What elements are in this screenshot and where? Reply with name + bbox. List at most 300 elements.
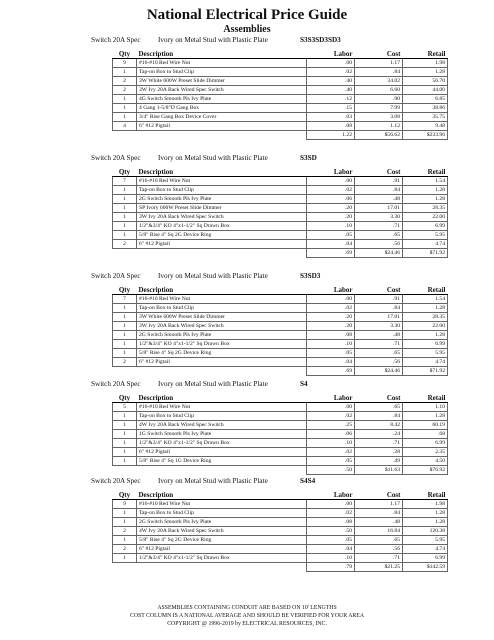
table-cell: .05 bbox=[307, 536, 355, 545]
table-cell: 16.84 bbox=[355, 527, 403, 536]
table-cell: 2 bbox=[113, 527, 137, 536]
table-cell: .04 bbox=[307, 358, 355, 367]
table-cell: 1/2"&3/4" KO 4"x1-1/2" Sq Drawn Box bbox=[137, 222, 307, 231]
table-cell: .56 bbox=[355, 358, 403, 367]
table-cell: 4.74 bbox=[403, 240, 448, 249]
table-header-row bbox=[113, 164, 448, 177]
table-row bbox=[113, 518, 448, 527]
table-row bbox=[113, 295, 448, 304]
table-row bbox=[113, 222, 448, 231]
table-row bbox=[113, 122, 448, 131]
table-cell: 38.86 bbox=[403, 104, 448, 113]
page-subtitle: Assemblies bbox=[223, 24, 271, 35]
table-row bbox=[113, 536, 448, 545]
total-labor: .50 bbox=[307, 466, 355, 475]
table-cell: 1/2"&3/4" KO 4"x1-1/2" Sq Drawn Box bbox=[137, 340, 307, 349]
table-cell: 3W Ivy 20A Back Wired Spec Switch bbox=[137, 86, 307, 95]
table-cell: 1 bbox=[113, 186, 137, 195]
table-cell: Tap-on Box to Stud Clip bbox=[137, 186, 307, 195]
table-cell: 4.74 bbox=[403, 358, 448, 367]
table-cell: 1/2"&3/4" KO 4"x1-1/2" Sq Drawn Box bbox=[137, 439, 307, 448]
table-cell: .02 bbox=[307, 412, 355, 421]
assembly-code: S4S4 bbox=[300, 477, 316, 485]
table-cell: .20 bbox=[307, 213, 355, 222]
table-cell: 1.98 bbox=[403, 59, 448, 68]
table-cell: .90 bbox=[355, 95, 403, 104]
table-cell: .24 bbox=[355, 430, 403, 439]
table-header-row bbox=[113, 487, 448, 500]
table-cell: .48 bbox=[355, 331, 403, 340]
table-row bbox=[113, 421, 448, 430]
table-row bbox=[113, 304, 448, 313]
empty-cell bbox=[137, 367, 307, 376]
column-header-retail: Retail bbox=[403, 164, 448, 177]
table-cell: 4 Gang 1-5/8"D Gang Box bbox=[137, 104, 307, 113]
table-cell: 6" #12 Pigtail bbox=[137, 122, 307, 131]
table-cell: 3W Ivy 20A Back Wired Spec Switch bbox=[137, 213, 307, 222]
table-cell: 5/8" Rise 4" Sq 2G Device Ring bbox=[137, 349, 307, 358]
table-cell: 5.95 bbox=[403, 231, 448, 240]
page-title: National Electrical Price Guide bbox=[146, 7, 348, 23]
table-row bbox=[113, 527, 448, 536]
table-cell: #16-#10 Red Wire Nut bbox=[137, 295, 307, 304]
table-row bbox=[113, 204, 448, 213]
table-cell: .15 bbox=[307, 104, 355, 113]
table-cell: .71 bbox=[355, 340, 403, 349]
empty-cell bbox=[113, 249, 137, 258]
table-cell: 1.28 bbox=[403, 304, 448, 313]
table-row bbox=[113, 500, 448, 509]
table-cell: .65 bbox=[355, 403, 403, 412]
table-cell: 5.95 bbox=[403, 349, 448, 358]
table-cell: 1 bbox=[113, 439, 137, 448]
table-cell: 3.08 bbox=[355, 113, 403, 122]
table-cell: 2 bbox=[113, 358, 137, 367]
table-cell: .25 bbox=[307, 421, 355, 430]
table-cell: 1.17 bbox=[355, 500, 403, 509]
table-cell: 2 bbox=[113, 545, 137, 554]
table-cell: .20 bbox=[307, 313, 355, 322]
table-cell: 1.28 bbox=[403, 186, 448, 195]
table-row bbox=[113, 322, 448, 331]
table-cell: 1 bbox=[113, 213, 137, 222]
table-cell: 7 bbox=[113, 177, 137, 186]
table-cell: 1.28 bbox=[403, 68, 448, 77]
column-header-labor: Labor bbox=[307, 487, 355, 500]
table-cell: 2G Switch Smooth Pls Ivy Plate bbox=[137, 195, 307, 204]
table-cell: 1 bbox=[113, 457, 137, 466]
assembly-header bbox=[0, 270, 494, 282]
table-row bbox=[113, 439, 448, 448]
table-cell: #16-#10 Red Wire Nut bbox=[137, 500, 307, 509]
table-row bbox=[113, 349, 448, 358]
table-cell: 3W Ivy 20A Back Wired Spec Switch bbox=[137, 322, 307, 331]
table-cell: 1 bbox=[113, 536, 137, 545]
table-row bbox=[113, 113, 448, 122]
column-header-description: Description bbox=[137, 282, 307, 295]
table-cell: .91 bbox=[355, 177, 403, 186]
table-cell: 22.00 bbox=[403, 322, 448, 331]
assembly-spec: Switch 20A Spec bbox=[91, 154, 141, 162]
table-cell: 6" #12 Pigtail bbox=[137, 240, 307, 249]
table-row bbox=[113, 95, 448, 104]
table-cell: .03 bbox=[307, 113, 355, 122]
table-cell: 1.28 bbox=[403, 509, 448, 518]
table-cell: 3.30 bbox=[355, 213, 403, 222]
table-cell: #16-#10 Red Wire Nut bbox=[137, 59, 307, 68]
empty-cell bbox=[113, 563, 137, 572]
table-cell: .84 bbox=[355, 186, 403, 195]
table-cell: 4W Ivy 20A Back Wired Spec Switch bbox=[137, 527, 307, 536]
table-cell: 8.42 bbox=[355, 421, 403, 430]
table-cell: #16-#10 Red Wire Nut bbox=[137, 177, 307, 186]
total-labor: .69 bbox=[307, 249, 355, 258]
table-cell: .02 bbox=[307, 186, 355, 195]
table-cell: 6" #12 Pigtail bbox=[137, 448, 307, 457]
empty-cell bbox=[137, 466, 307, 475]
table-cell: .00 bbox=[307, 403, 355, 412]
table-cell: 1 bbox=[113, 204, 137, 213]
table-cell: .40 bbox=[307, 77, 355, 86]
table-cell: 1 bbox=[113, 231, 137, 240]
table-row bbox=[113, 430, 448, 439]
total-cost: $24.46 bbox=[355, 249, 403, 258]
column-header-cost: Cost bbox=[355, 164, 403, 177]
column-header-description: Description bbox=[137, 390, 307, 403]
table-header-row bbox=[113, 282, 448, 295]
table-cell: 1.54 bbox=[403, 177, 448, 186]
table-cell: .10 bbox=[307, 340, 355, 349]
empty-cell bbox=[113, 466, 137, 475]
table-cell: .84 bbox=[355, 68, 403, 77]
assembly-table bbox=[112, 164, 448, 258]
table-cell: .48 bbox=[355, 518, 403, 527]
table-cell: .71 bbox=[355, 222, 403, 231]
table-cell: 17.01 bbox=[355, 313, 403, 322]
assembly-code: S3S3SD3SD3 bbox=[300, 36, 341, 44]
table-row bbox=[113, 213, 448, 222]
assembly-description: Ivory on Metal Stud with Plastic Plate bbox=[158, 154, 268, 162]
table-row bbox=[113, 240, 448, 249]
table-cell: 1.28 bbox=[403, 331, 448, 340]
table-cell: 5/8" Rise 4" Sq 2G Device Ring bbox=[137, 536, 307, 545]
table-cell: .02 bbox=[307, 68, 355, 77]
table-row bbox=[113, 412, 448, 421]
table-cell: 28.35 bbox=[403, 313, 448, 322]
table-cell: 3/4" Rise Gang Box Device Cover bbox=[137, 113, 307, 122]
column-header-cost: Cost bbox=[355, 282, 403, 295]
table-cell: 4G Switch Smooth Pls Ivy Plate bbox=[137, 95, 307, 104]
table-cell: 1.54 bbox=[403, 295, 448, 304]
column-header-qty: Qty bbox=[113, 282, 137, 295]
table-cell: .08 bbox=[307, 331, 355, 340]
table-cell: .71 bbox=[355, 439, 403, 448]
table-cell: 4.74 bbox=[403, 545, 448, 554]
table-cell: 1 bbox=[113, 412, 137, 421]
table-cell: .48 bbox=[355, 195, 403, 204]
table-cell: Tap-on Box to Stud Clip bbox=[137, 304, 307, 313]
table-cell: 3.30 bbox=[355, 322, 403, 331]
total-cost: $21.25 bbox=[355, 563, 403, 572]
table-cell: .08 bbox=[307, 122, 355, 131]
table-cell: 2 bbox=[113, 77, 137, 86]
table-row bbox=[113, 554, 448, 563]
totals-row bbox=[113, 563, 448, 572]
totals-row bbox=[113, 249, 448, 258]
table-cell: 5/8" Rise 4" Sq 1G Device Ring bbox=[137, 457, 307, 466]
total-retail: $71.92 bbox=[403, 367, 448, 376]
table-row bbox=[113, 403, 448, 412]
table-cell: .10 bbox=[307, 554, 355, 563]
table-cell: Tap-on Box to Stud Clip bbox=[137, 68, 307, 77]
table-cell: 9 bbox=[113, 500, 137, 509]
table-cell: 1 bbox=[113, 518, 137, 527]
table-cell: .06 bbox=[307, 430, 355, 439]
table-cell: 35.75 bbox=[403, 113, 448, 122]
column-header-retail: Retail bbox=[403, 390, 448, 403]
table-cell: .02 bbox=[307, 448, 355, 457]
table-cell: .12 bbox=[307, 95, 355, 104]
table-row bbox=[113, 231, 448, 240]
table-cell: 1 bbox=[113, 95, 137, 104]
table-cell: 60.19 bbox=[403, 421, 448, 430]
total-cost: $11.63 bbox=[355, 466, 403, 475]
table-cell: .00 bbox=[307, 59, 355, 68]
table-cell: 4.50 bbox=[403, 457, 448, 466]
table-row bbox=[113, 68, 448, 77]
table-cell: .02 bbox=[307, 509, 355, 518]
table-cell: 1 bbox=[113, 195, 137, 204]
table-cell: 6" #12 Pigtail bbox=[137, 545, 307, 554]
table-cell: 4W Ivy 20A Back Wired Spec Switch bbox=[137, 421, 307, 430]
assembly-spec: Switch 20A Spec bbox=[91, 36, 141, 44]
table-cell: 7 bbox=[113, 295, 137, 304]
table-cell: 1 bbox=[113, 113, 137, 122]
table-row bbox=[113, 545, 448, 554]
footer-line-cost: COST COLUMN IS A NATIONAL AVERAGE AND SHOULD BE VERIFIED FOR YOUR AREA bbox=[129, 613, 365, 619]
table-cell: .05 bbox=[307, 457, 355, 466]
assembly-table bbox=[112, 46, 448, 140]
table-cell: 2.35 bbox=[403, 448, 448, 457]
table-cell: .40 bbox=[307, 86, 355, 95]
table-cell: 2G Switch Smooth Pls Ivy Plate bbox=[137, 331, 307, 340]
column-header-qty: Qty bbox=[113, 487, 137, 500]
table-row bbox=[113, 177, 448, 186]
assembly-section bbox=[0, 378, 494, 473]
column-header-retail: Retail bbox=[403, 487, 448, 500]
table-cell: .08 bbox=[307, 518, 355, 527]
column-header-retail: Retail bbox=[403, 46, 448, 59]
table-cell: 1.12 bbox=[355, 122, 403, 131]
table-cell: .68 bbox=[403, 430, 448, 439]
table-cell: 56.70 bbox=[403, 77, 448, 86]
table-cell: .84 bbox=[355, 509, 403, 518]
table-cell: .84 bbox=[355, 412, 403, 421]
table-cell: Tap-on Box to Stud Clip bbox=[137, 509, 307, 518]
assembly-description: Ivory on Metal Stud with Plastic Plate bbox=[158, 380, 268, 388]
table-cell: 22.00 bbox=[403, 213, 448, 222]
assembly-table bbox=[112, 487, 448, 572]
column-header-description: Description bbox=[137, 164, 307, 177]
column-header-labor: Labor bbox=[307, 164, 355, 177]
table-row bbox=[113, 509, 448, 518]
table-cell: 1 bbox=[113, 554, 137, 563]
total-retail: $71.92 bbox=[403, 249, 448, 258]
column-header-retail: Retail bbox=[403, 282, 448, 295]
table-cell: 3W White 600W Preset Slide Dimmer bbox=[137, 313, 307, 322]
table-cell: .20 bbox=[307, 204, 355, 213]
table-cell: 1 bbox=[113, 448, 137, 457]
table-cell: .06 bbox=[307, 195, 355, 204]
table-cell: .10 bbox=[307, 439, 355, 448]
table-cell: 1.10 bbox=[403, 403, 448, 412]
table-cell: 6.99 bbox=[403, 340, 448, 349]
table-cell: .49 bbox=[355, 457, 403, 466]
total-retail: $233.96 bbox=[403, 131, 448, 140]
assembly-section bbox=[0, 270, 494, 374]
table-cell: .04 bbox=[307, 545, 355, 554]
empty-cell bbox=[113, 131, 137, 140]
table-cell: .56 bbox=[355, 240, 403, 249]
table-cell: .04 bbox=[307, 240, 355, 249]
assembly-description: Ivory on Metal Stud with Plastic Plate bbox=[158, 36, 268, 44]
table-cell: 5.95 bbox=[403, 536, 448, 545]
total-retail: $142.59 bbox=[403, 563, 448, 572]
table-cell: 1 bbox=[113, 421, 137, 430]
table-cell: 1 bbox=[113, 68, 137, 77]
table-cell: 1 bbox=[113, 104, 137, 113]
assembly-code: S3SD3 bbox=[300, 272, 321, 280]
table-cell: .10 bbox=[307, 222, 355, 231]
table-cell: 1.28 bbox=[403, 518, 448, 527]
table-row bbox=[113, 77, 448, 86]
table-cell: 1G Switch Smooth Pls Ivy Plate bbox=[137, 430, 307, 439]
empty-cell bbox=[137, 131, 307, 140]
table-row bbox=[113, 59, 448, 68]
table-cell: 2 bbox=[113, 240, 137, 249]
table-cell: 4 bbox=[113, 122, 137, 131]
table-cell: 5 bbox=[113, 403, 137, 412]
total-labor: .79 bbox=[307, 563, 355, 572]
totals-row bbox=[113, 131, 448, 140]
empty-cell bbox=[113, 367, 137, 376]
table-row bbox=[113, 195, 448, 204]
table-row bbox=[113, 331, 448, 340]
table-cell: 1/2"&3/4" KO 4"x1-1/2" Sq Drawn Box bbox=[137, 554, 307, 563]
table-header-row bbox=[113, 390, 448, 403]
assembly-header bbox=[0, 378, 494, 390]
column-header-qty: Qty bbox=[113, 390, 137, 403]
table-cell: 9 bbox=[113, 59, 137, 68]
table-row bbox=[113, 313, 448, 322]
column-header-cost: Cost bbox=[355, 46, 403, 59]
table-cell: 1 bbox=[113, 349, 137, 358]
assembly-table bbox=[112, 390, 448, 475]
table-cell: 1.98 bbox=[403, 500, 448, 509]
table-cell: .65 bbox=[355, 231, 403, 240]
column-header-labor: Labor bbox=[307, 390, 355, 403]
column-header-qty: Qty bbox=[113, 164, 137, 177]
table-cell: 1 bbox=[113, 430, 137, 439]
table-cell: 44.00 bbox=[403, 86, 448, 95]
table-cell: 28.35 bbox=[403, 204, 448, 213]
table-row bbox=[113, 448, 448, 457]
assembly-header bbox=[0, 152, 494, 164]
table-cell: .65 bbox=[355, 536, 403, 545]
table-cell: 1 bbox=[113, 322, 137, 331]
assembly-code: S4 bbox=[300, 380, 308, 388]
table-cell: 2 bbox=[113, 86, 137, 95]
column-header-cost: Cost bbox=[355, 487, 403, 500]
footer-line-copyright: COPYRIGHT @ 1996-2019 by ELECTRICAL RESOURCES, INC. bbox=[167, 621, 327, 627]
assembly-section bbox=[0, 475, 494, 570]
table-cell: .28 bbox=[355, 448, 403, 457]
table-cell: 1.28 bbox=[403, 195, 448, 204]
table-row bbox=[113, 457, 448, 466]
table-cell: #16-#10 Red Wire Nut bbox=[137, 403, 307, 412]
assembly-spec: Switch 20A Spec bbox=[91, 380, 141, 388]
totals-row bbox=[113, 466, 448, 475]
totals-row bbox=[113, 367, 448, 376]
table-header-row bbox=[113, 46, 448, 59]
table-row bbox=[113, 358, 448, 367]
footer-notes bbox=[0, 604, 494, 628]
column-header-labor: Labor bbox=[307, 282, 355, 295]
total-cost: $24.46 bbox=[355, 367, 403, 376]
table-cell: Tap-on Box to Stud Clip bbox=[137, 412, 307, 421]
table-cell: .00 bbox=[307, 295, 355, 304]
table-cell: 6.85 bbox=[403, 95, 448, 104]
assembly-table bbox=[112, 282, 448, 376]
assembly-code: S3SD bbox=[300, 154, 317, 162]
table-cell: 1 bbox=[113, 340, 137, 349]
assembly-description: Ivory on Metal Stud with Plastic Plate bbox=[158, 477, 268, 485]
table-cell: .71 bbox=[355, 554, 403, 563]
footer-line-conduit: ASSEMBLIES CONTAINING CONDUIT ARE BASED ON 10' LENGTHS bbox=[157, 605, 337, 611]
table-cell: 17.01 bbox=[355, 204, 403, 213]
column-header-description: Description bbox=[137, 487, 307, 500]
table-cell: .50 bbox=[307, 527, 355, 536]
table-cell: 1 bbox=[113, 313, 137, 322]
table-row bbox=[113, 86, 448, 95]
column-header-labor: Labor bbox=[307, 46, 355, 59]
table-row bbox=[113, 340, 448, 349]
table-cell: .05 bbox=[307, 231, 355, 240]
table-cell: .84 bbox=[355, 304, 403, 313]
table-cell: 1.28 bbox=[403, 412, 448, 421]
column-header-description: Description bbox=[137, 46, 307, 59]
total-retail: $76.92 bbox=[403, 466, 448, 475]
table-row bbox=[113, 104, 448, 113]
table-cell: 5/8" Rise 4" Sq 2G Device Ring bbox=[137, 231, 307, 240]
table-cell: 7.99 bbox=[355, 104, 403, 113]
table-cell: .02 bbox=[307, 304, 355, 313]
table-cell: .00 bbox=[307, 500, 355, 509]
assembly-header bbox=[0, 34, 494, 46]
table-cell: 34.02 bbox=[355, 77, 403, 86]
column-header-qty: Qty bbox=[113, 46, 137, 59]
empty-cell bbox=[137, 563, 307, 572]
total-cost: $56.62 bbox=[355, 131, 403, 140]
table-cell: 1 bbox=[113, 331, 137, 340]
table-cell: 3W White 600W Preset Slide Dimmer bbox=[137, 77, 307, 86]
assembly-section bbox=[0, 34, 494, 138]
table-cell: 2G Switch Smooth Pls Ivy Plate bbox=[137, 518, 307, 527]
table-cell: 1.17 bbox=[355, 59, 403, 68]
assembly-section bbox=[0, 152, 494, 256]
table-cell: 120.38 bbox=[403, 527, 448, 536]
table-cell: 6.99 bbox=[403, 554, 448, 563]
